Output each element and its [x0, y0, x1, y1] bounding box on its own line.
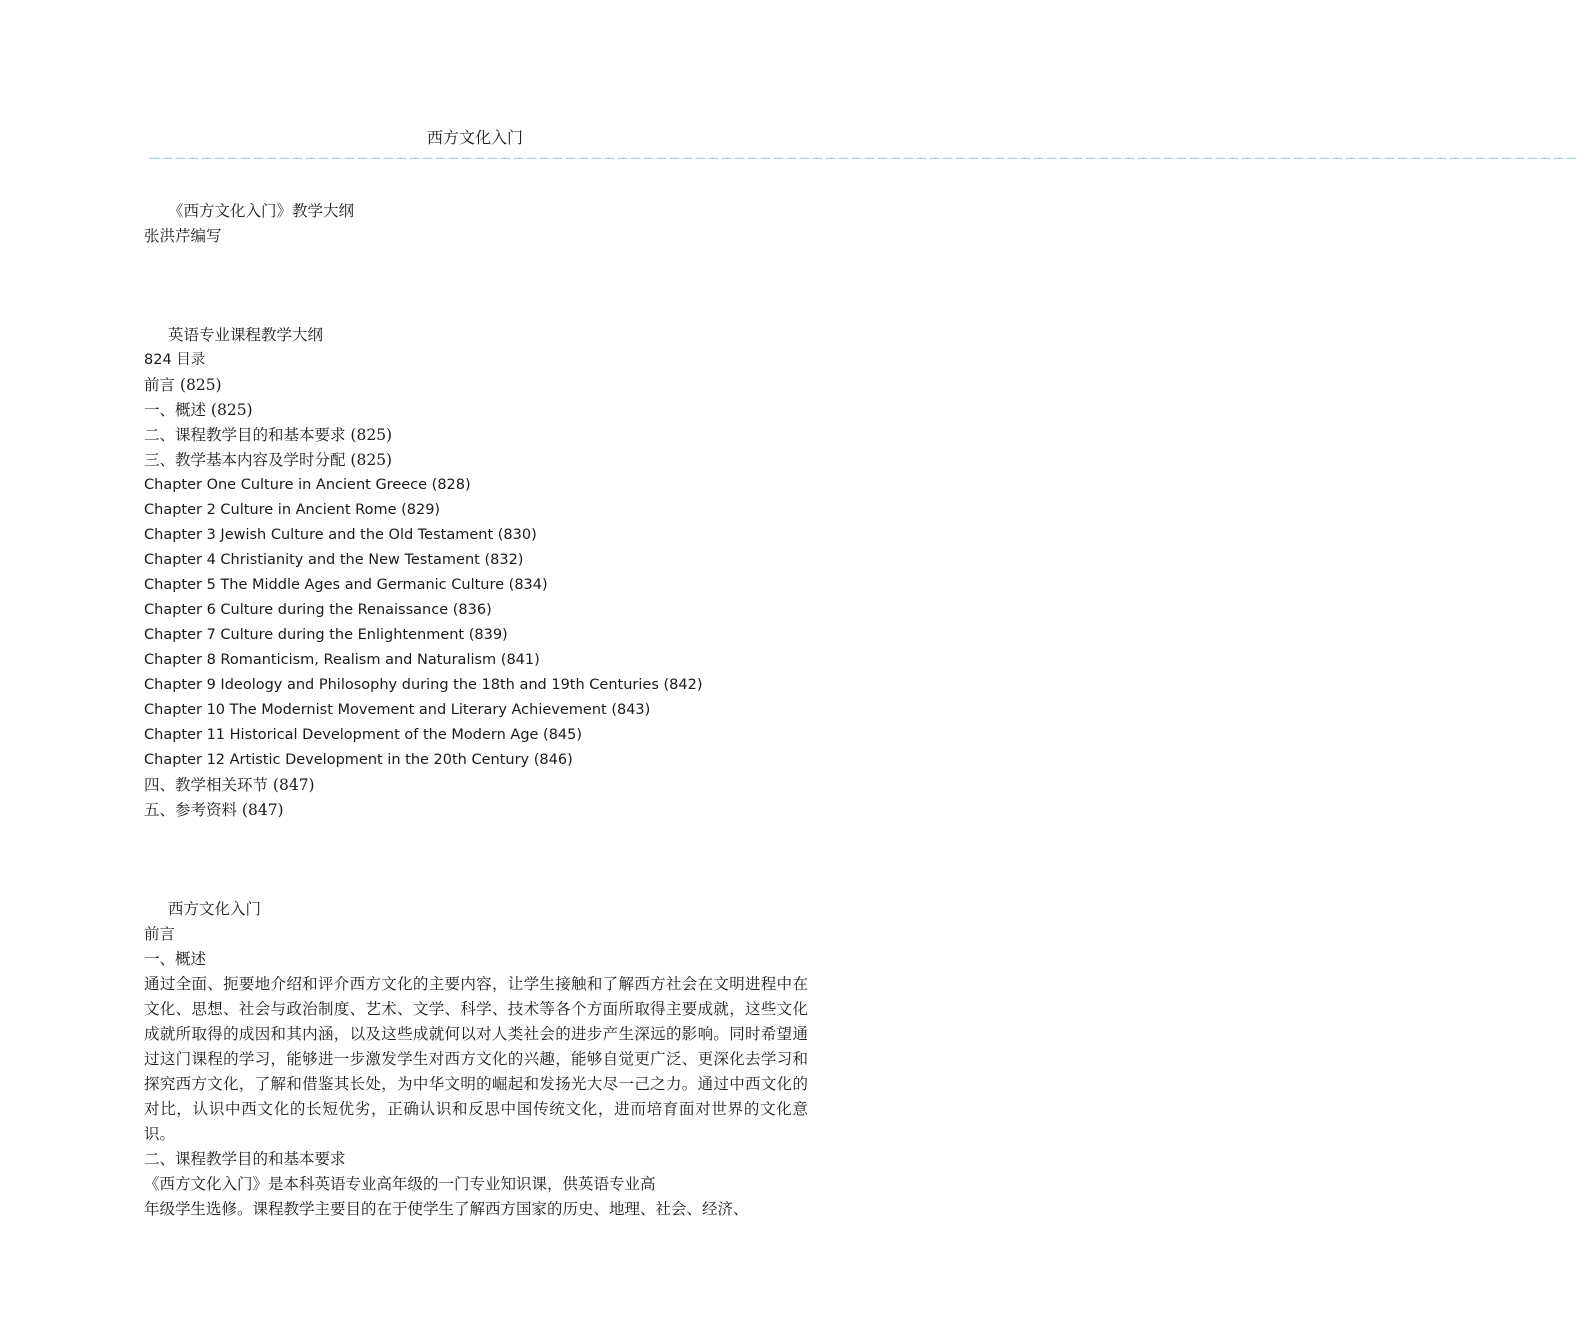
toc-item: 二、课程教学目的和基本要求 (825) — [144, 426, 393, 444]
toc-item: Chapter 2 Culture in Ancient Rome (829) — [144, 502, 441, 518]
objectives-line: 年级学生选修。课程教学主要目的在于使学生了解西方国家的历史、地理、社会、经济、 — [144, 1200, 749, 1218]
course-title: 西方文化入门 — [168, 900, 262, 918]
header-dashed-rule: －－－－－－－－－－－－－－－－－－－－－－－－－－－－－－－－－－－－－－－－－－－－－－－－－－－－－－－－－－－－－－－－－－－－－－－－－－－－－－－－－－－－－－－－－－－－－－－－－－－－－－－－－－－－－－ — [148, 152, 1578, 167]
overview-paragraph: 通过全面、扼要地介绍和评介西方文化的主要内容，让学生接触和了解西方社会在文明进程中在文化、思想、社会与政治制度、艺术、文学、科学、技术等各个方面所取得主要成就，这些文化成就所取得的成因和其内涵，以及这些成就何以对人类社会的进步产生深远的影响。同时希望通过这门课程的学习，能够进一步激发学生对西方文化的兴趣，能够自觉更广泛、更深化去学习和探究西方文化，了解和借鉴其长处，为中华文明的崛起和发扬光大尽一己之力。通过中西文化的对比，认识中西文化的长短优劣，正确认识和反思中国传统文化，进而培育面对世界的文化意识。 — [144, 975, 808, 1143]
toc-item: Chapter 7 Culture during the Enlightenment (839) — [144, 627, 508, 643]
toc-item: 五、参考资料 (847) — [144, 801, 284, 819]
toc-item: Chapter 4 Christianity and the New Testament (832) — [144, 552, 524, 568]
toc-item: Chapter 11 Historical Development of the Modern Age (845) — [144, 727, 583, 743]
toc-item: Chapter 6 Culture during the Renaissance (836) — [144, 602, 492, 618]
toc-item: Chapter 9 Ideology and Philosophy during the 18th and 19th Centuries (842) — [144, 677, 703, 693]
toc-item: Chapter 8 Romanticism, Realism and Naturalism (841) — [144, 652, 540, 668]
objectives-line: 《西方文化入门》是本科英语专业高年级的一门专业知识课，供英语专业高 — [144, 1175, 656, 1193]
toc-item: Chapter 10 The Modernist Movement and Literary Achievement (843) — [144, 702, 651, 718]
preface-heading: 前言 — [144, 925, 176, 943]
toc-item: Chapter 3 Jewish Culture and the Old Testament (830) — [144, 527, 537, 543]
toc-item: 三、教学基本内容及学时分配 (825) — [144, 451, 393, 469]
toc-heading: 824 目录 — [144, 352, 206, 368]
toc-item: Chapter One Culture in Ancient Greece (828) — [144, 477, 471, 493]
section-heading: 一、概述 — [144, 950, 207, 968]
toc-item: Chapter 12 Artistic Development in the 20th Century (846) — [144, 752, 573, 768]
toc-item: 一、概述 (825) — [144, 401, 253, 419]
toc-item: Chapter 5 The Middle Ages and Germanic Culture (834) — [144, 577, 548, 593]
author-line: 张洪芹编写 — [144, 227, 222, 245]
section-heading: 二、课程教学目的和基本要求 — [144, 1150, 346, 1168]
toc-item: 四、教学相关环节 (847) — [144, 776, 315, 794]
page-header-title: 西方文化入门 — [426, 128, 523, 147]
syllabus-title: 《西方文化入门》教学大纲 — [168, 202, 355, 220]
toc-item: 前言 (825) — [144, 376, 222, 394]
series-title: 英语专业课程教学大纲 — [168, 326, 324, 344]
